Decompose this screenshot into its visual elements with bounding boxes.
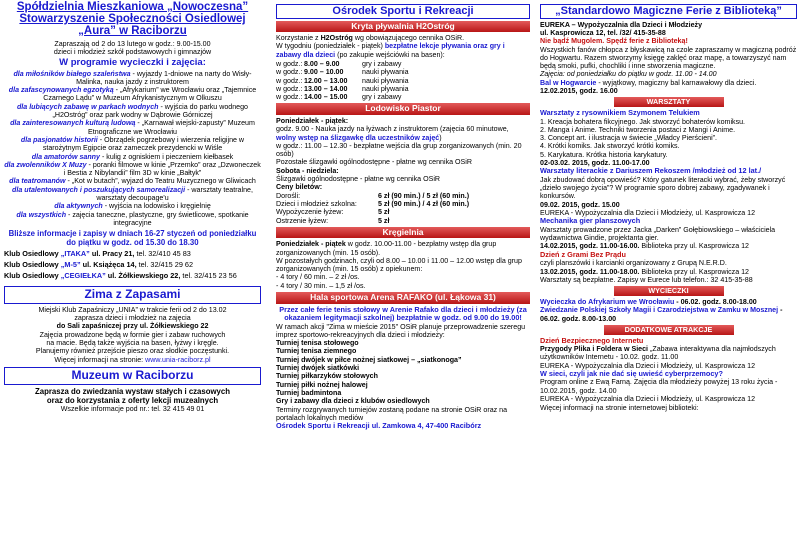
column-housing-coop [0, 0, 265, 533]
muzeum-tel: Wszelkie informacje pod nr.: tel. 32 415 49 01 [60, 404, 205, 413]
tournament-item: Turniej piłkarzyków stołowych [276, 372, 378, 381]
club-row: Klub Osiedlowy „M-5” ul. Książęca 14, tel. 32/415 29 62 [4, 260, 194, 270]
workshop-2-date: 09.02. 2015, godz. 15.00 [540, 200, 620, 209]
tournament-item: Turniej tenisa stołowego [276, 339, 359, 348]
workshop-1-item: 1. Kreacja bohatera fikcyjnego. Jak stworzyć bohaterów komiksu. [540, 117, 746, 126]
workshop-3-date: 14.02.2015, godz. 11.00-16.00. Biblioteka przy ul. Kasprowicza 12 [540, 242, 750, 251]
workshop-4-text: czyli planszówki i karcianki organizowany z Grupą N.E.R.D. [540, 259, 727, 268]
tournament-end-text: Terminy rozgrywanych turniejów zostaną podane na stronie OSiR oraz na portalach lokalnych mediów [276, 405, 508, 422]
column-sport-centre [270, 0, 533, 533]
muzeum-line: Zaprasza do zwiedzania wystaw stałych i czasowych [35, 386, 230, 396]
extra-1-place: EUREKA - Wypożyczalnia dla Dzieci i Młodzieży, ul. Kasprowicza 12 [540, 361, 756, 370]
trip-1: Wycieczka do Afrykarium we Wrocławiu - 06.02. godz. 8.00-18.00 [540, 297, 757, 306]
bowling-text-3: - 4 tory / 60 min. – 2 zł /os. [276, 273, 360, 282]
program-item: dla zafascynowanych egzotyką - „Afrykarium” we Wrocławiu oraz „Tajemnice Czarnego Lądu” w Muzeum Afrykanistycznym w Olkuszu [8, 86, 257, 103]
program-item: dla lubiących zabawę w parkach wodnych - wyjścia do parku wodnego „H2Ostróg” oraz park wodny w Dąbrowie Górniczej [16, 102, 249, 120]
extras-title: DODATKOWE ATRAKCJE [604, 325, 734, 335]
hall-table-tennis: Przez całe ferie tenis stołowy w Arenie Rafako dla dzieci i młodzieży (za okazaniem legitymacji szkolnej) bezpłatnie w godz. od 9.00 do 19.00! [279, 304, 527, 323]
zima-line: na macie. Będą także wyjścia na basen, łyżwy i kręgle. [46, 339, 219, 348]
program-item: dla teatromanów - „Kot w butach”, wyjazd do Teatru Muzycznego w Gliwicach [9, 177, 256, 186]
pool-hour-row: w godz.: 12.00 – 13.00 nauki pływania [276, 76, 409, 85]
muzeum-line: oraz do korzystania z oferty lekcji muzealnych [46, 395, 219, 405]
workshop-3-title: Mechanika gier planszowych [540, 216, 641, 226]
osir-title: Ośrodek Sportu i Rekreacji [276, 4, 530, 19]
muzeum-title: Muzeum w Raciborzu [4, 367, 261, 385]
workshop-4-date: 13.02.2015, godz. 11.00-18.00. Biblioteka przy ul. Kasprowicza 12 [540, 267, 750, 276]
workshop-1-item: 5. Karykatura. Krótka historia karykatury. [540, 150, 668, 159]
rink-weekend-text: Ślizgawki ogólnodostępne - płatne wg cennika OSiR [276, 175, 441, 184]
library-desc: Wszystkich fanów chłopca z błyskawicą na czole zapraszamy w magiczną podróż do Hogwartu. Razem stworzymy księgę zaklęć oraz mapę, a towarzyszyć nam będą smoki, pufki, chochliki i inne stworzenia magiczne. [540, 45, 797, 71]
coop-intro-2: dzieci i młodzież szkół podstawowych i gimnazjów [53, 48, 212, 57]
program-item: dla zwolenników X Muzy - poranki filmowe w kinie „Przemko” oraz „Dzwoneczek i Bestia z Nibylandii” film 3D w kinie „Bałtyk” [4, 160, 261, 178]
club-row: Klub Osiedlowy „CEGIEŁKA” ul. Żółkiewskiego 22, tel. 32/415 23 56 [4, 271, 237, 281]
workshop-1-item: 2. Manga i Anime. Techniki tworzenia postaci z Mangi i Anime. [540, 125, 736, 134]
library-address: ul. Kasprowicza 12, tel. /32/ 415-35-88 [540, 28, 666, 37]
zima-line: Miejski Klub Zapaśniczy „UNIA” w trakcie ferii od 2 do 13.02 [38, 305, 227, 314]
program-item: dla wszystkich - zajęcia taneczne, plastyczne, gry świetlicowe, spotkanie integracyjne [16, 210, 249, 227]
workshop-1-list [540, 118, 797, 159]
pool-hours [276, 60, 530, 101]
rink-text-2: w godz.: 11.00 – 12.30 - bezpłatne wejścia dla grup zorganizowanych (min. 20 osób) [276, 141, 522, 159]
tournament-item: Turniej tenisa ziemnego [276, 347, 357, 356]
program-item: dla utalentowanych i poszukujących samorealizacji - warsztaty teatralne, warsztaty decoupage'u [12, 185, 253, 203]
program-item: dla aktywnych - wyjścia na lodowisko i kręgielnię [54, 202, 211, 211]
workshop-2-text: Jak zbudować dobrą opowieść? Który gatunek literacki wybrać, żeby stworzyć „dzieło swojego życia”? W programie sporo dobrej zabawy, zgadywanek i konkursów. [540, 175, 786, 201]
pool-hour-row: w godz.: 14.00 – 15.00 gry i zabawy [276, 93, 402, 102]
extra-1-text: Przygody Plika i Foldera w Sieci „Zabawa interaktywna dla najmłodszych użytkowników Internetu - 10.02. godz. 11.00 [540, 345, 776, 362]
program-item: dla miłośników białego szaleństwa - wyjazdy 1-dniowe na narty do Wisły-Malinka, nauka jazdy z instruktorem [13, 69, 252, 86]
library-slogan: Nie bądź Mugolem. Spędź ferie z Biblioteką! [540, 37, 688, 46]
tournament-item: Gry i zabawy dla dzieci z klubów osiedlowych [276, 397, 430, 406]
library-org: EUREKA – Wypożyczalnia dla Dzieci i Młodzieży [540, 20, 703, 29]
workshop-1-item: 3. Concept art. i ilustracja w świecie „Władcy Pierścieni”. [540, 134, 718, 143]
pool-title: Kryta pływalnia H2Ostróg [276, 21, 530, 32]
tournament-item: Turniej badmintona [276, 388, 342, 397]
workshop-1-date: 02-03.02. 2015, godz. 11.00-17.00 [540, 159, 650, 168]
pool-intro: Korzystanie z H2Ostróg wg obowiązującego cennika OSiR. [276, 34, 465, 43]
tournament-list [276, 339, 530, 405]
workshop-2-place: EUREKA - Wypożyczalnia dla Dzieci i Młodzieży, ul. Kasprowicza 12 [540, 209, 756, 218]
rink-weekday-label: Poniedziałek - piątek: [276, 116, 349, 125]
rink-title: Lodowisko Piastor [276, 103, 530, 114]
clubs-list [4, 249, 261, 282]
coop-title-line-1: Spółdzielnia Mieszkaniowa „Nowoczesna” [16, 1, 249, 13]
tournament-item: Turniej dwójek w piłce nożnej siatkowej – „siatkonoga” [276, 355, 462, 364]
coop-title-line-2: Stowarzyszenie Społeczności Osiedlowej [19, 12, 246, 25]
program-item: dla zainteresowanych kulturą ludową - „Karnawał wiejski-zapusty” Muzeum Etnograficzne we Wrocławiu [10, 119, 255, 136]
prices-title: Ceny biletów: [276, 183, 323, 192]
workshops-title: WARSZTATY [614, 97, 724, 107]
zima-line: zaprasza dzieci i młodzież na zajęcia [74, 314, 191, 323]
bowling-title: Kręgielnia [276, 227, 530, 238]
bowling-text-1: Poniedziałek - piątek w godz. 10.00-11.00 - bezpłatny wstęp dla grup zorganizowanych (min. 15 osób). [276, 240, 497, 257]
coop-title-line-3: „Aura” w Raciborzu [78, 24, 187, 37]
ball-text: Bal w Hogwarcie - wyjątkowy, magiczny bal karnawałowy dla dzieci. [540, 78, 757, 87]
workshop-note: Warsztaty są bezpłatne. Zapisy w Eurece lub telefon.: 32 415-35-88 [540, 275, 753, 284]
workshop-1-item: 4. Krótki komiks. Jak stworzyć krótki komiks. [540, 142, 680, 151]
tournament-item: Turniej piłki nożnej halowej [276, 380, 368, 389]
pool-week: W tygodniu (poniedziałek - piątek) bezpłatne lekcje pływania oraz gry i zabawy dla dzieci (po zakupie wejściówki na basen): [276, 42, 505, 59]
pool-hour-row: w godz.: 8.00 – 9.00 gry i zabawy [276, 60, 402, 68]
bowling-text-4: - 4 tory / 30 min. – 1,5 zł /os. [276, 281, 366, 290]
extra-2-text: Program online z Ewą Farną. Zajęcia dla młodzieży powyżej 13 roku życia - 10.02.2015, godz. 14.00 [540, 378, 778, 395]
zima-line: Więcej informacji na stronie: www.unia-raciborz.pl [54, 355, 211, 364]
price-row: Dorośli: 6 zł (90 min.) / 5 zł (60 min.) [276, 191, 470, 200]
pool-hour-row: w godz.: 9.00 – 10.00 nauki pływania [276, 68, 409, 77]
zima-line: do Sali zapaśniczej przy ul. Żółkiewskiego 22 [56, 322, 209, 331]
program-item: dla amatorów sanny - kulig z ogniskiem i pieczeniem kiełbasek [31, 152, 234, 161]
workshop-2-title: Warsztaty literackie z Dariuszem Rekoszem /młodzież od 12 lat./ [540, 166, 762, 176]
column-library [536, 0, 800, 533]
coop-intro-1: Zapraszają od 2 do 13 lutego w godz.: 9.00-15.00 [54, 39, 211, 48]
extra-2-place: EUREKA - Wypożyczalnia dla Dzieci i Młodzieży, ul. Kasprowicza 12 [540, 395, 756, 404]
workshop-4-title: Dzień z Grami Bez Prądu [540, 249, 626, 259]
pool-hour-row: w godz.: 13.00 – 14.00 nauki pływania [276, 84, 409, 93]
rink-text-1: godz. 9.00 - Nauka jazdy na łyżwach z instruktorem (zajęcia 60 minutowe, wolny wstęp na ślizgawkę dla uczestników zajęć) [276, 125, 509, 142]
hall-title: Hala sportowa Arena RAFAKO (ul. Łąkowa 31) [276, 292, 530, 303]
program-item: dla pasjonatów historii - Obrządek pogrzebowy i wierzenia religijne w starożytnym Egipcie oraz zameczek prezydencki w Wiśle [20, 135, 245, 153]
workshop-1-title: Warsztaty z rysownikiem Szymonem Telukiem [540, 108, 700, 118]
coop-title [4, 2, 261, 38]
library-end: Więcej informacji na stronie internetowej biblioteki: [540, 404, 699, 413]
ball-date: 12.02.2015, godz. 16.00 [540, 87, 618, 96]
rink-weekend-label: Sobota - niedziela: [276, 166, 339, 175]
trip-2: Zwiedzanie Polskiej Szkoły Magii i Czarodziejstwa w Zamku w Mosznej - 06.02. godz. 8.00-13.00 [540, 306, 783, 323]
program-list [4, 70, 261, 228]
library-title: „Standardowo Magiczne Ferie z Biblioteką” [540, 4, 797, 19]
workshop-3-text: Warsztaty prowadzone przez Jacka „Darken” Gołębiowskiego – właściciela wydawnictwa Gindie, projektanta gier. [540, 225, 776, 243]
prices-table [276, 192, 530, 225]
price-row: Ostrzenie łyżew: 5 zł [276, 216, 390, 225]
tournament-item: Turniej dwójek siatkówki [276, 364, 360, 373]
trips-title: WYCIECZKI [614, 286, 724, 296]
zima-line: Zajęcia prowadzone będą w formie gier i zabaw ruchowych [39, 330, 226, 339]
extra-1-title: Dzień Bezpiecznego Internetu [540, 335, 644, 345]
signup-info: Bliższe informacje i zapisy w dniach 16-27 styczeń od poniedziałku do piątku w godz. od 15.30 do 18.30 [8, 229, 257, 248]
program-title: W programie wycieczki i zajęcia: [59, 57, 206, 69]
extra-2-title: W sieci, czyli jak nie dać się uwieść cyberprzemocy? [540, 368, 723, 378]
price-row: Wypożyczenie łyżew: 5 zł [276, 208, 390, 217]
zima-url-link[interactable]: www.unia-raciborz.pl [145, 355, 211, 364]
hall-text: W ramach akcji "Zima w mieście 2015" OSiR planuje przeprowadzenie szeregu imprez sportowo-rekreacyjnych dla dzieci i młodzieży: [276, 322, 526, 339]
zima-line: Planujemy również przejście pieszo oraz słodkie poczęstunki. [35, 347, 230, 356]
osir-address: Ośrodek Sportu i Rekreacji ul. Zamkowa 4, 47-400 Racibórz [276, 421, 482, 431]
bowling-text-2: W pozostałych godzinach, czyli od 8.00 – 10.00 i 11.00 – 12.00 wstęp dla grup zorganizowanych (min. 15 osób) z opiekunem: [276, 256, 522, 274]
club-row: Klub Osiedlowy „ITAKA” ul. Pracy 21, tel. 32/410 45 83 [4, 249, 191, 259]
rink-text-3: Pozostałe ślizgawki ogólnodostępne - płatne wg cennika OSiR [276, 158, 472, 167]
zima-title: Zima z Zapasami [4, 286, 261, 304]
library-desc-hours: Zajęcia: od poniedziałku do piątku w godz. 11.00 - 14.00 [540, 70, 717, 79]
price-row: Dzieci i młodzież szkolna: 5 zł (90 min.) / 4 zł (60 min.) [276, 199, 470, 208]
